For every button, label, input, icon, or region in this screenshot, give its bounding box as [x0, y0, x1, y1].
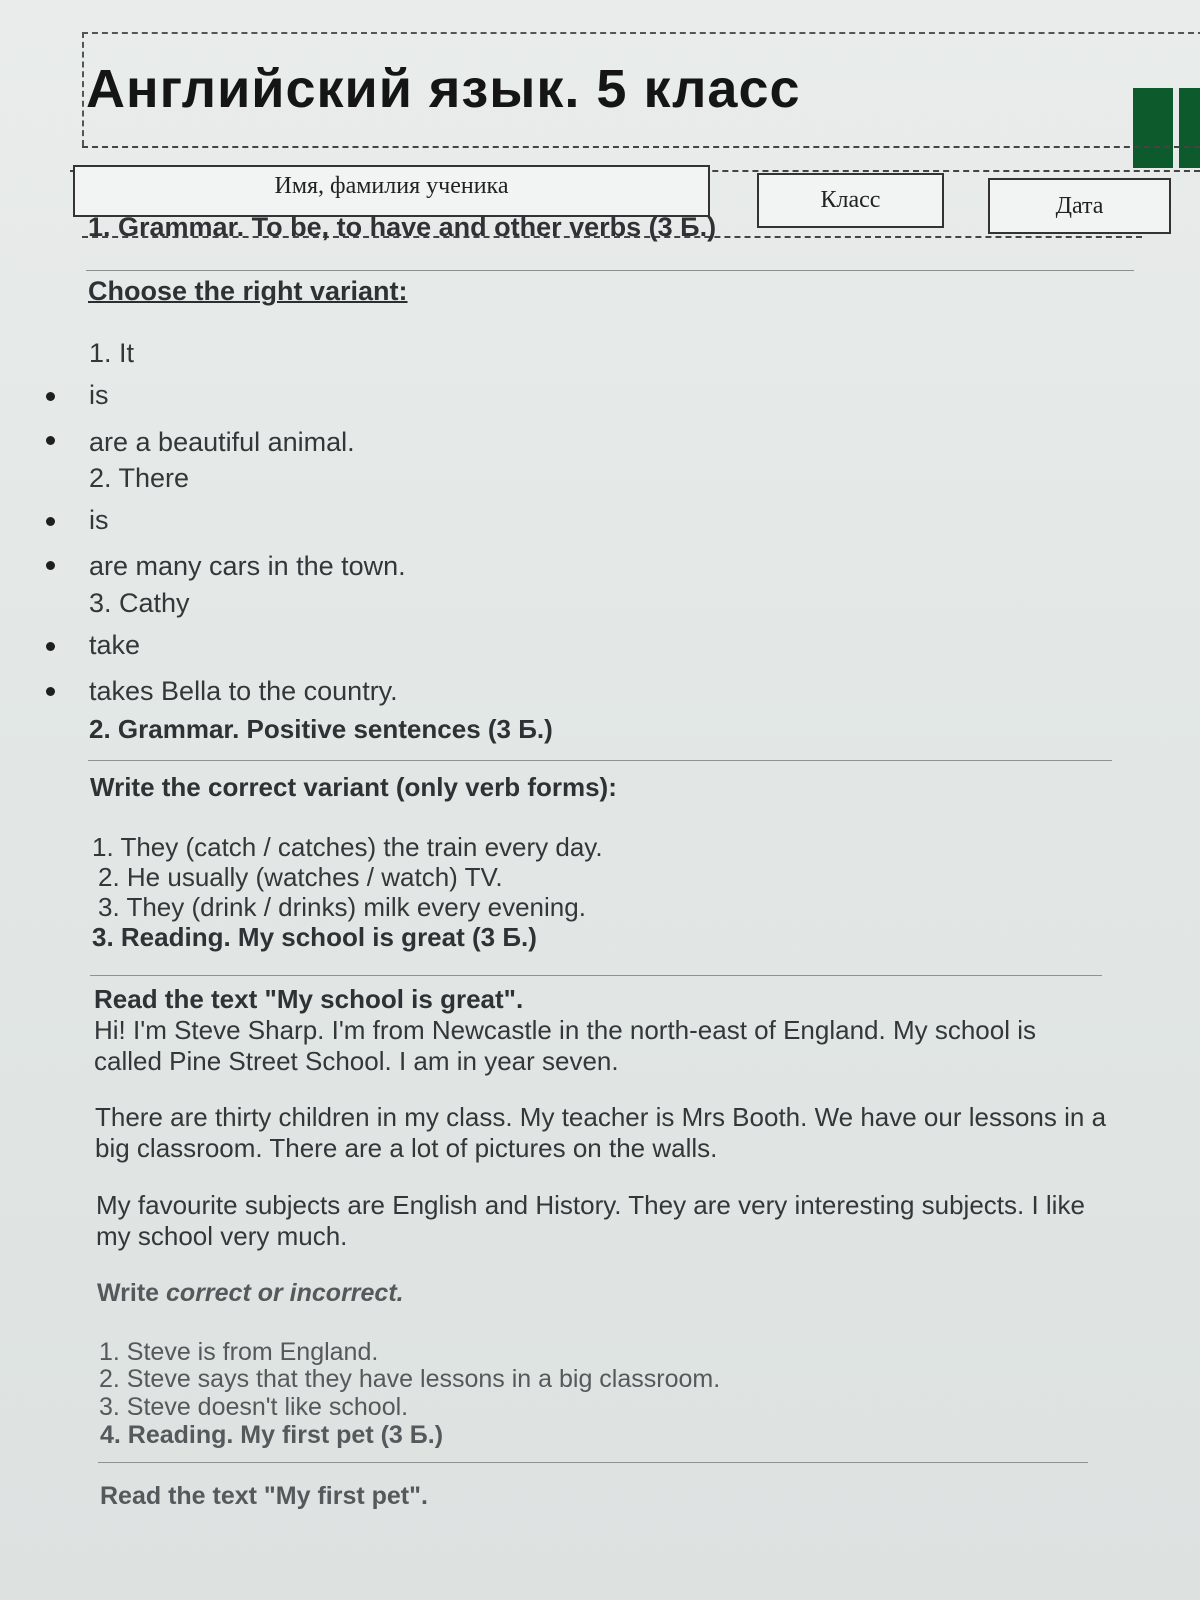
task2-item: 2. He usually (watches / watch) TV. [98, 862, 503, 892]
text-paragraph: Hi! I'm Steve Sharp. I'm from Newcastle in the north-east of England. My school is [94, 1015, 1036, 1045]
q2-option-2[interactable]: are many cars in the town. [89, 551, 406, 581]
q3-stem: 3. Cathy [89, 588, 190, 618]
divider [98, 1462, 1088, 1463]
q2-stem: 2. There [89, 463, 190, 493]
date-field[interactable]: Дата [988, 178, 1171, 234]
divider [82, 146, 1200, 148]
page-title: Английский язык. 5 класс [86, 59, 801, 119]
radio-bullet[interactable] [46, 436, 55, 445]
task3-item: 1. Steve is from England. [99, 1338, 379, 1366]
text-paragraph: called Pine Street School. I am in year seven. [94, 1046, 619, 1076]
class-field[interactable]: Класс [757, 173, 944, 228]
text-paragraph: There are thirty children in my class. My teacher is Mrs Booth. We have our lessons in a [95, 1102, 1107, 1132]
task3-item: 2. Steve says that they have lessons in a big classroom. [99, 1365, 721, 1393]
divider [86, 270, 1134, 271]
section-3-heading: 3. Reading. My school is great (3 Б.) [92, 922, 537, 952]
q2-option-1[interactable]: is [89, 505, 109, 535]
q1-stem: 1. It [89, 338, 135, 368]
write-instruction: Write correct or incorrect. [97, 1279, 404, 1307]
task3-item: 3. Steve doesn't like school. [99, 1393, 409, 1421]
text-paragraph: big classroom. There are a lot of pictures on the walls. [95, 1133, 718, 1163]
radio-bullet[interactable] [46, 642, 55, 651]
radio-bullet[interactable] [46, 687, 55, 696]
task1-instruction: Choose the right variant: [88, 276, 408, 306]
book-logo-tab [1133, 88, 1200, 168]
text-paragraph: My favourite subjects are English and History. They are very interesting subjects. I like [96, 1190, 1085, 1220]
radio-bullet[interactable] [46, 561, 55, 570]
q1-option-1[interactable]: is [89, 380, 109, 410]
divider [90, 975, 1102, 976]
text-paragraph: my school very much. [96, 1221, 348, 1251]
q1-option-2[interactable]: are a beautiful animal. [89, 427, 355, 457]
task3-read-title: Read the text "My school is great". [94, 984, 524, 1014]
task2-item: 1. They (catch / catches) the train every day. [92, 832, 603, 862]
divider [88, 760, 1112, 761]
radio-bullet[interactable] [46, 392, 55, 401]
radio-bullet[interactable] [46, 517, 55, 526]
section-2-heading: 2. Grammar. Positive sentences (3 Б.) [89, 714, 553, 744]
task4-read-title: Read the text "My first pet". [100, 1482, 428, 1510]
q3-option-1[interactable]: take [89, 630, 141, 660]
task2-instruction: Write the correct variant (only verb forms): [90, 772, 617, 802]
section-4-heading: 4. Reading. My first pet (3 Б.) [100, 1421, 444, 1449]
student-name-field[interactable]: Имя, фамилия ученика [73, 165, 710, 217]
q3-option-2[interactable]: takes Bella to the country. [89, 676, 398, 706]
task2-item: 3. They (drink / drinks) milk every evening. [98, 892, 586, 922]
section-1-heading: 1. Grammar. To be, to have and other verbs (3 Б.) [88, 212, 717, 242]
